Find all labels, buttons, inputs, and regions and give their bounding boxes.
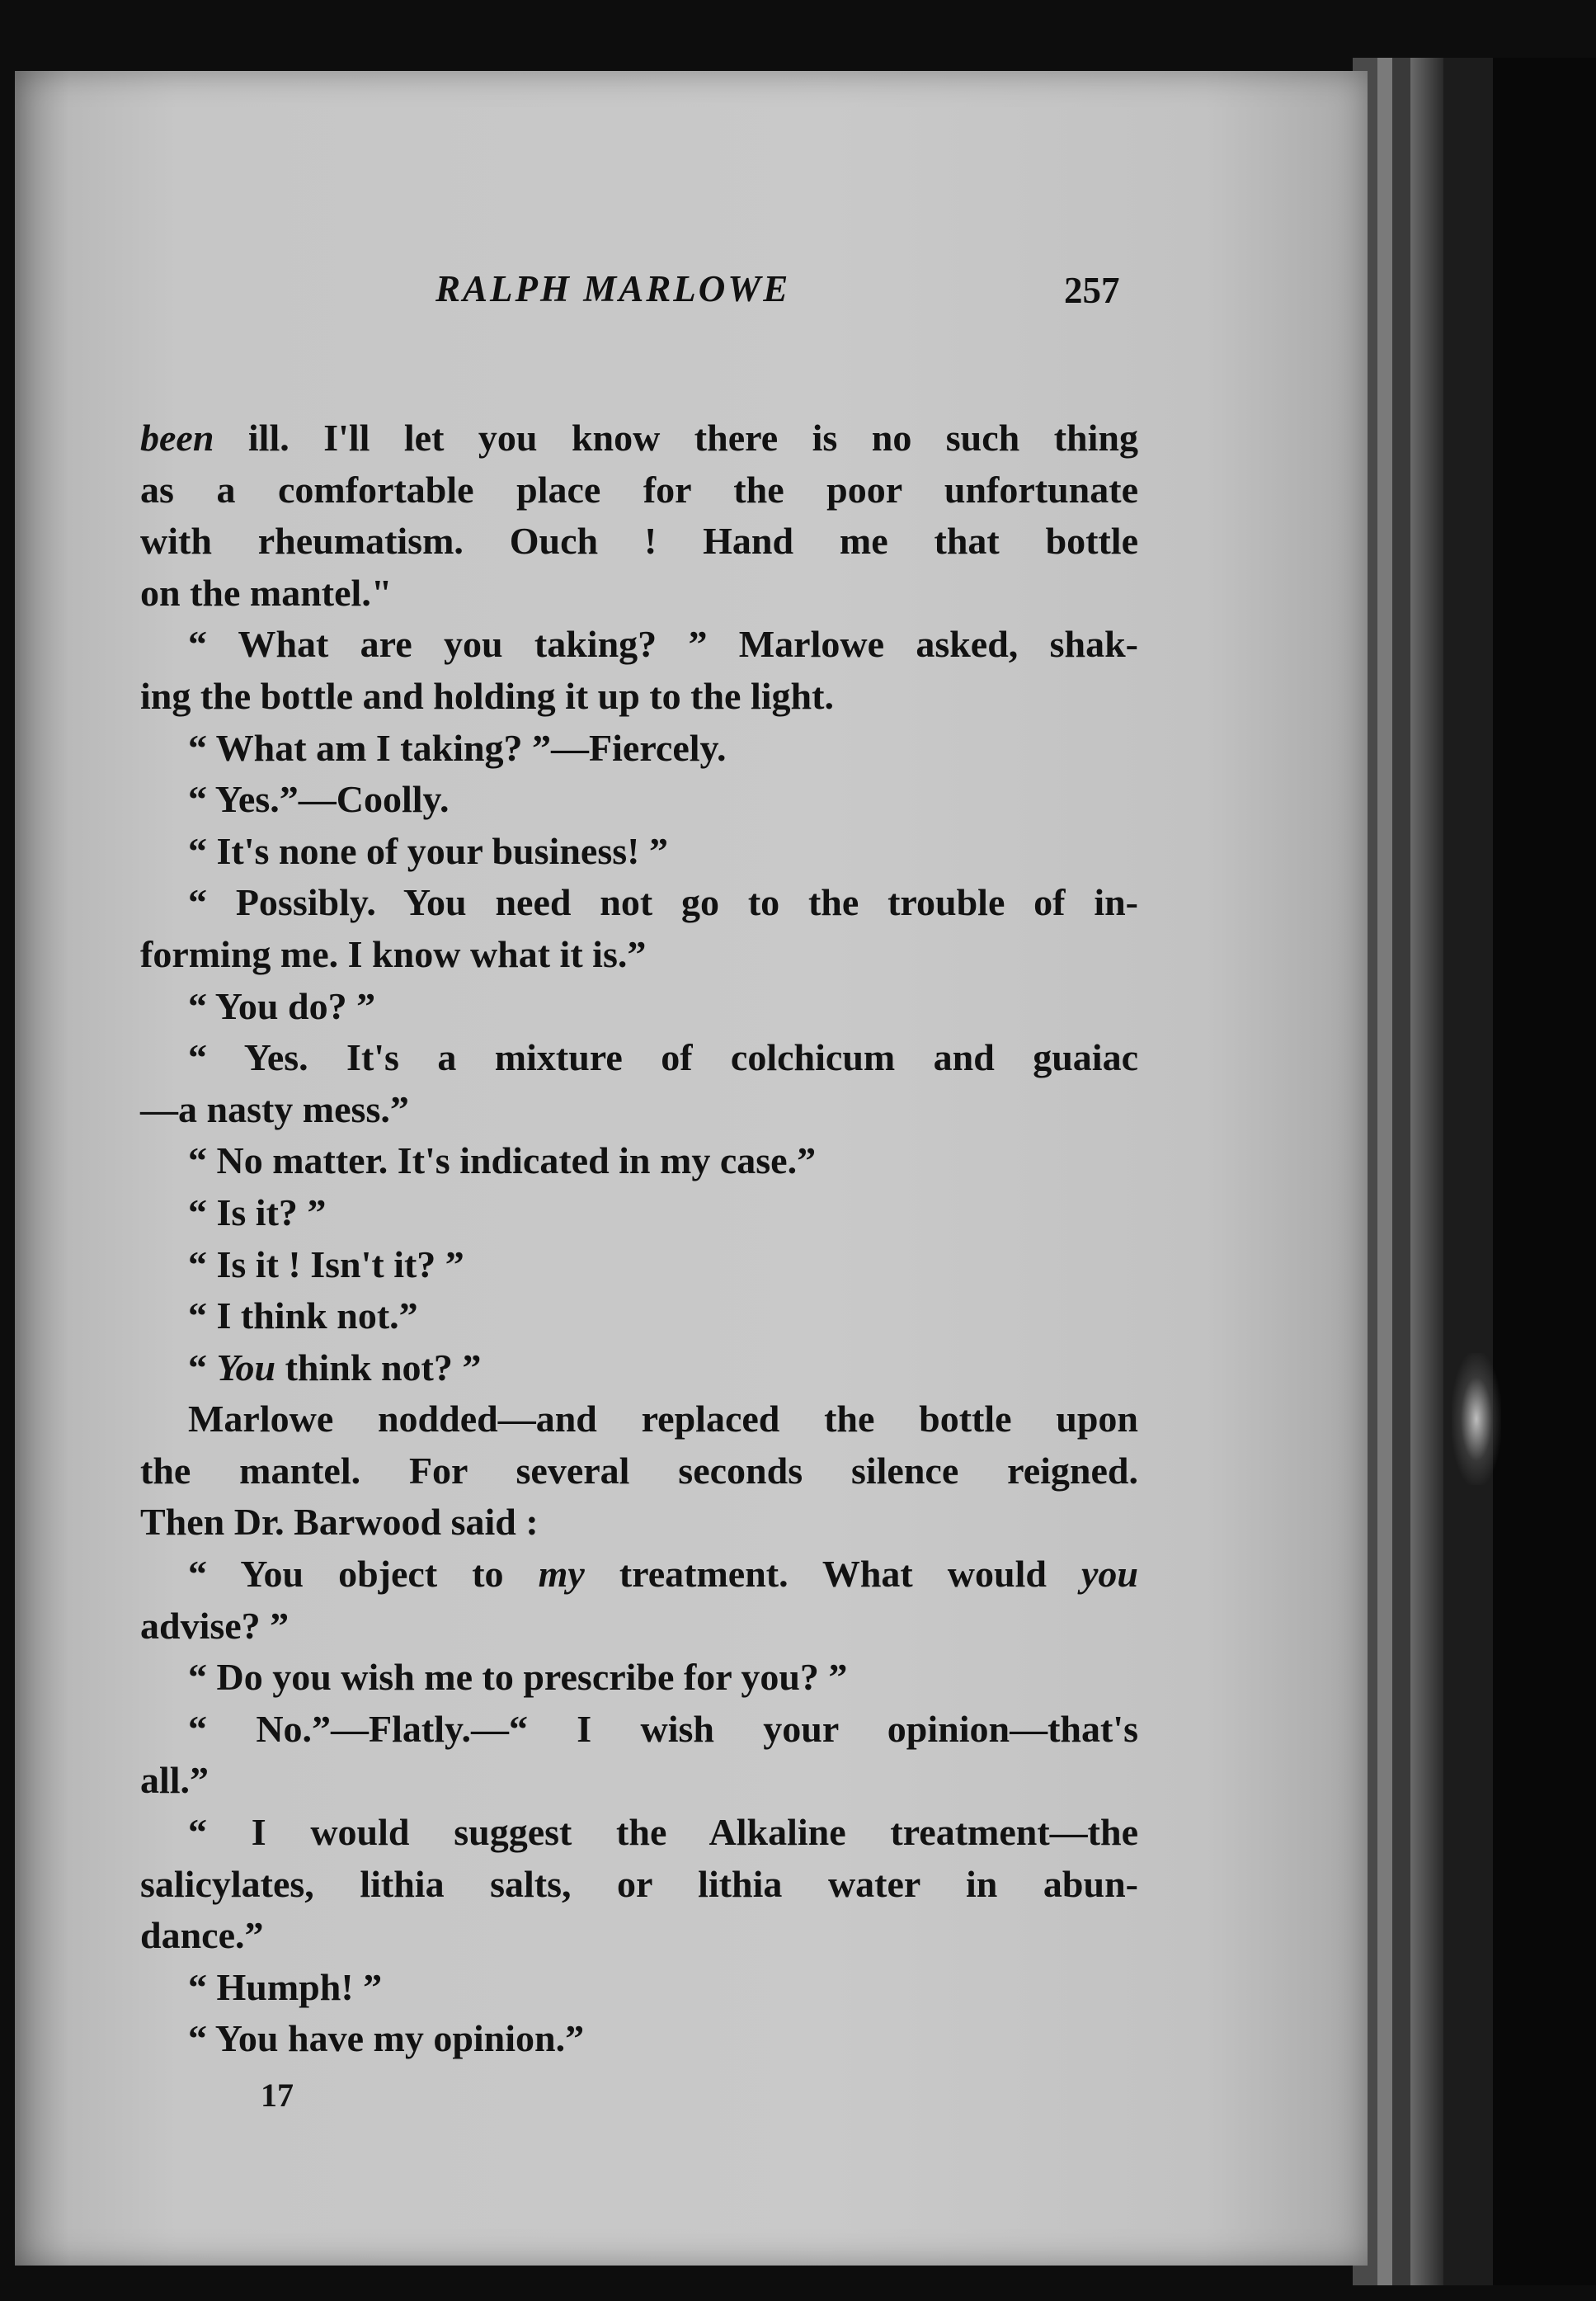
text-line: salicylates, lithia salts, or lithia water in abun- [140,1862,1138,1905]
text-line: “ You have my opinion.” [188,2017,585,2060]
text-line: —a nasty mess.” [140,1087,409,1130]
page-edge-shadow [1377,58,1392,2285]
text-line: “ You do? ” [188,984,376,1027]
italic-emphasis: my [538,1553,585,1596]
body-text [140,413,1138,2065]
text-line: “ What am I taking? ”—Fiercely. [188,726,727,769]
text-line: “ I would suggest the Alkaline treatment—the [188,1811,1138,1854]
text-line: dance.” [140,1914,264,1957]
text-line: “ What are you taking? ” Marlowe asked, shak- [188,623,1138,666]
text-line: “ Humph! ” [188,1965,383,2008]
text-line: “ Yes. It's a mixture of colchicum and guaiac [188,1036,1138,1079]
text-line [140,413,1138,464]
italic-emphasis: been [140,417,214,459]
text-segment: ill. I'll let you know there is no such thing [214,417,1138,459]
text-line: “ I think not.” [188,1294,418,1337]
text-line: “ Is it ! Isn't it? ” [188,1242,464,1285]
text-line: the mantel. For several seconds silence reigned. [140,1449,1138,1492]
text-line: all.” [140,1759,210,1802]
text-line: “ Do you wish me to prescribe for you? ” [188,1656,848,1699]
text-line: on the mantel." [140,571,393,614]
text-line [140,1342,1138,1394]
book-spine-edge [1410,58,1443,2285]
book-page [15,71,1368,2266]
text-segment: think not? ” [275,1346,482,1389]
text-line: Then Dr. Barwood said : [140,1501,539,1544]
text-line: advise? ” [140,1604,290,1647]
text-line [140,1549,1138,1601]
text-line: ing the bottle and holding it up to the light. [140,674,834,717]
text-line: “ Possibly. You need not go to the trouble of in- [188,881,1138,924]
page-header [15,252,1368,327]
text-line: “ No.”—Flatly.—“ I wish your opinion—that's [188,1707,1138,1750]
text-line: “ No matter. It's indicated in my case.” [188,1139,817,1182]
text-line: “ Is it? ” [188,1191,327,1233]
text-line: Marlowe nodded—and replaced the bottle upon [188,1398,1138,1440]
text-segment: “ [188,1346,217,1389]
page-edge-shadow [1392,58,1410,2285]
scan-background [1493,58,1596,2285]
running-head: RALPH MARLOWE [435,268,791,309]
book-spine-edge [1443,58,1493,2285]
text-segment: “ You object to [188,1553,539,1596]
text-line: as a comfortable place for the poor unfortunate [140,468,1138,511]
italic-emphasis: you [1081,1553,1138,1596]
page-number: 257 [1064,270,1120,311]
text-line: “ Yes.”—Coolly. [188,778,450,821]
italic-emphasis: You [216,1346,276,1389]
text-line: “ It's none of your business! ” [188,829,668,872]
signature-mark: 17 [261,2077,294,2114]
light-glare [1452,1353,1501,1485]
text-line: forming me. I know what it is.” [140,932,647,975]
text-segment: treatment. What would [584,1553,1081,1596]
text-line: with rheumatism. Ouch ! Hand me that bottle [140,520,1138,563]
